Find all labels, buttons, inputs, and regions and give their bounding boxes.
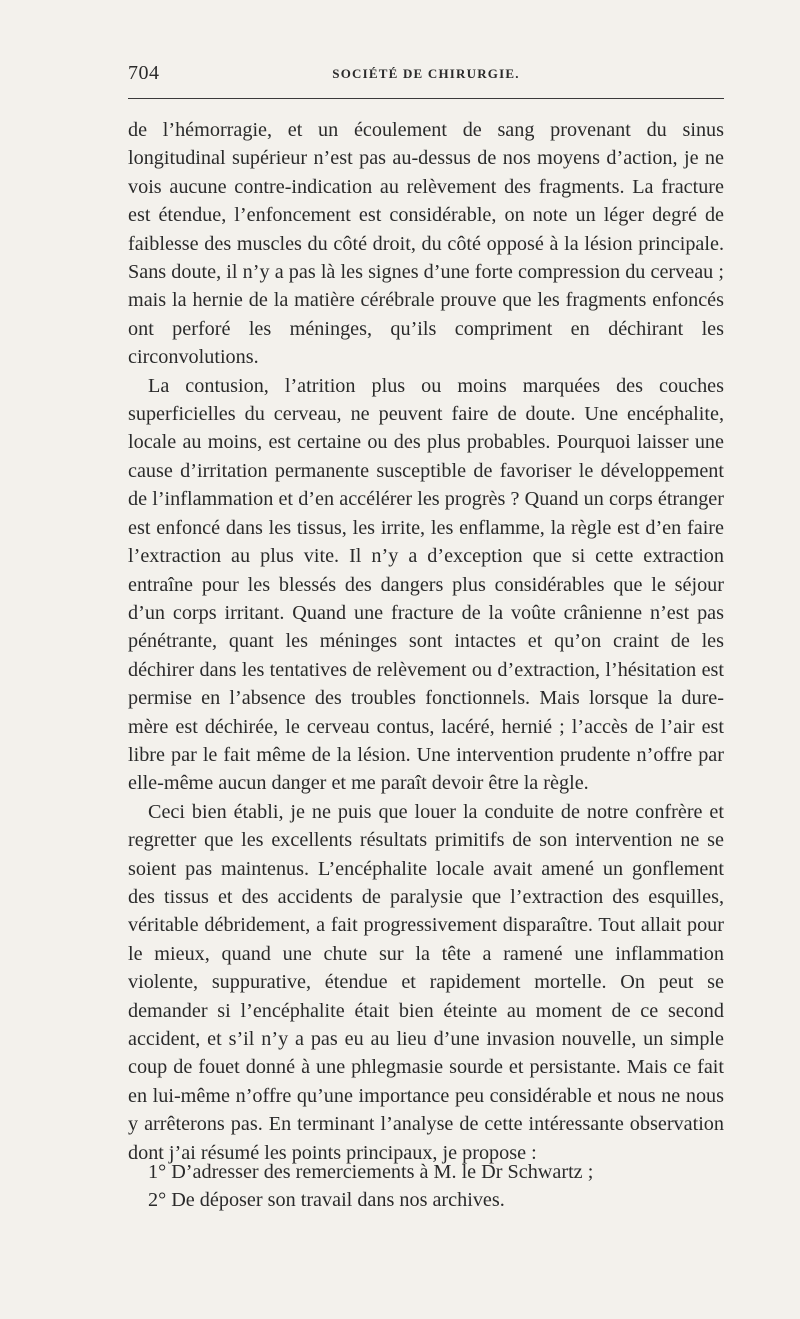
paragraph-3: Ceci bien établi, je ne puis que louer la conduite de notre confrère et regretter que les excellents résultats primitifs de son intervention ne se soient pas maintenus. L’encéphalite locale avait amené un gonflement des tissus et des accidents de paralysie que l’extraction des esquilles, véritable débridement, a fait progressivement disparaître. Tout allait pour le mieux, quand une chute sur la tête a ramené une inflammation violente, suppurative, étendue et rapidement mortelle. On peut se demander si l’encéphalite était bien éteinte au moment de ce second accident, et s’il n’y a pas eu au lieu d’une invasion nouvelle, un simple coup de fouet donné à une phlegmasie sourde et persistante. Mais ce fait en lui-même n’offre qu’une importance peu considérable et nous ne nous y arrêterons pas. En terminant l’analyse de cette intéressante observation dont j’ai résumé les points principaux, je propose : (128, 800, 724, 1164)
body-text (128, 116, 724, 1167)
running-title: SOCIÉTÉ DE CHIRURGIE. (332, 66, 520, 81)
proposal-1: 1° D’adresser des remerciements à M. le Dr Schwartz ; (148, 1161, 594, 1183)
proposal-2: 2° De déposer son travail dans nos archives. (148, 1189, 505, 1212)
page-number: 704 (128, 62, 160, 84)
paragraph-2: La contusion, l’atrition plus ou moins marquées des couches superficielles du cerveau, ne peuvent faire de doute. Une encéphalite, locale au moins, est certaine ou des plus probables. Pourquoi laisser une cause d’irritation permanente susceptible de favoriser le développement de l’inflammation et d’en accélérer les progrès ? Quand un corps étranger est enfoncé dans les tissus, les irrite, les enflamme, la règle est d’en faire l’extraction au plus vite. Il n’y a d’exception que si cette extraction entraîne pour les blessés des dangers plus considérables que le séjour d’un corps irritant. Quand une fracture de la voûte crânienne n’est pas pénétrante, quant les méninges sont intactes et qu’on craint de les déchirer dans les tentatives de relèvement ou d’extraction, l’hésitation est permise en l’absence des troubles fonctionnels. Mais lorsque la dure-mère est déchirée, le cerveau contus, lacéré, hernié ; l’accès de l’air est libre par le fait même de la lésion. Une intervention prudente n’offre par elle-même aucun danger et me paraît devoir être la règle. (128, 374, 724, 795)
page-header (128, 62, 724, 90)
paragraph-1: de l’hémorragie, et un écoulement de sang provenant du sinus longitudinal supérieur n’est pas au-dessus de nos moyens d’action, je ne vois aucune contre-indication au relèvement des fragments. La fracture est étendue, l’enfoncement est considérable, on note un léger degré de faiblesse des muscles du côté droit, du côté opposé à la lésion principale. Sans doute, il n’y a pas là les signes d’une forte compression du cerveau ; mais la hernie de la matière cérébrale prouve que les fragments enfoncés ont perforé les méninges, qu’ils compriment en déchirant les circonvolutions. (128, 119, 724, 369)
header-rule (128, 98, 724, 99)
proposals-list (148, 1158, 724, 1215)
